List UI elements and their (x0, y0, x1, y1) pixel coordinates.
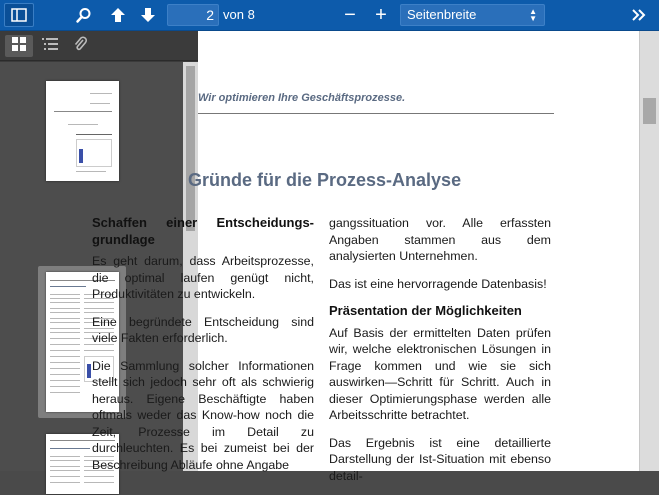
tools-menu-button[interactable] (625, 3, 653, 27)
viewer-scrollbar-thumb[interactable] (643, 98, 656, 124)
next-page-button[interactable] (136, 3, 160, 27)
right-paragraph-1: gangssituation vor. Alle erfassten Angaben stammen aus dem analysierten Unternehmen. (329, 216, 551, 263)
select-caret-icon: ▲ ▼ (529, 7, 537, 23)
zoom-in-button[interactable]: + (375, 3, 387, 26)
search-icon (76, 7, 92, 23)
left-paragraph-3: Die Sammlung solcher Informationen stellt sich jedoch sehr oft als schwierig heraus. Eigene Beschäftigte haben oftmals weder das Know-how noch die Zeit, Prozesse im Detail zu durchleuchten. Es bei zumeist bei der Beschreibung Abläufe ohne Angabe (92, 358, 314, 472)
sidebar-toggle-icon (11, 8, 27, 22)
double-chevron-right-icon (631, 8, 647, 22)
left-paragraph-1: Es geht darum, dass Arbeitsprozesse, die optimal laufen genügt nicht, Produktivitäten zu entwickeln. (92, 254, 314, 301)
header-divider (198, 113, 554, 114)
zoom-out-button[interactable]: − (344, 3, 356, 26)
thumbnails-icon (12, 37, 26, 56)
right-paragraph-2: Das ist eine hervorragende Datenbasis! (329, 276, 547, 291)
zoom-select[interactable] (400, 4, 545, 26)
right-subheading: Präsentation der Möglichkeiten (329, 303, 522, 318)
previous-page-button[interactable] (106, 3, 130, 27)
tab-attachments[interactable] (66, 35, 94, 57)
sidebar-scrollbar-thumb[interactable] (186, 66, 195, 231)
document-viewer[interactable] (92, 31, 659, 483)
section-heading: Gründe für die Prozess-Analyse (188, 170, 462, 190)
right-paragraph-4: Das Ergebnis ist eine detaillierte Darstellung der Ist-Situation mit ebenso detail- (329, 435, 551, 483)
thumbnail-page-image (46, 81, 119, 181)
text-column-left (92, 215, 314, 484)
attachments-icon (73, 36, 87, 57)
text-column-right (329, 215, 551, 495)
sidebar-toggle-button[interactable] (4, 3, 34, 27)
zoom-select-value: Seitenbreite (407, 7, 477, 22)
page-running-header: Wir optimieren Ihre Geschäftsprozesse. (198, 92, 406, 104)
toolbar (0, 0, 659, 31)
page-number-input[interactable]: 2 (167, 4, 219, 26)
search-button[interactable] (72, 3, 96, 27)
left-subheading: Schaffen einer Entscheidungs-grundlage (92, 215, 314, 247)
arrow-up-icon (110, 7, 126, 23)
tab-thumbnails[interactable] (5, 35, 33, 57)
outline-icon (42, 37, 58, 56)
page-count-label: von 8 (223, 7, 255, 22)
sidebar-tabs (0, 31, 198, 61)
tab-outline[interactable] (36, 35, 64, 57)
viewer-scrollbar[interactable] (639, 31, 659, 471)
arrow-down-icon (140, 7, 156, 23)
left-paragraph-2: Eine begründete Entscheidung sind viele Fakten erforderlich. (92, 314, 314, 345)
right-paragraph-3: Auf Basis der ermittelten Daten prüfen wir, welche elektronischen Lösungen in Frage kommen und wie sie sich auswirken—Schritt für Schritt. Auch in dieser Optimierungsphase werden alle Arbeitsschritte betrachtet. (329, 325, 551, 422)
